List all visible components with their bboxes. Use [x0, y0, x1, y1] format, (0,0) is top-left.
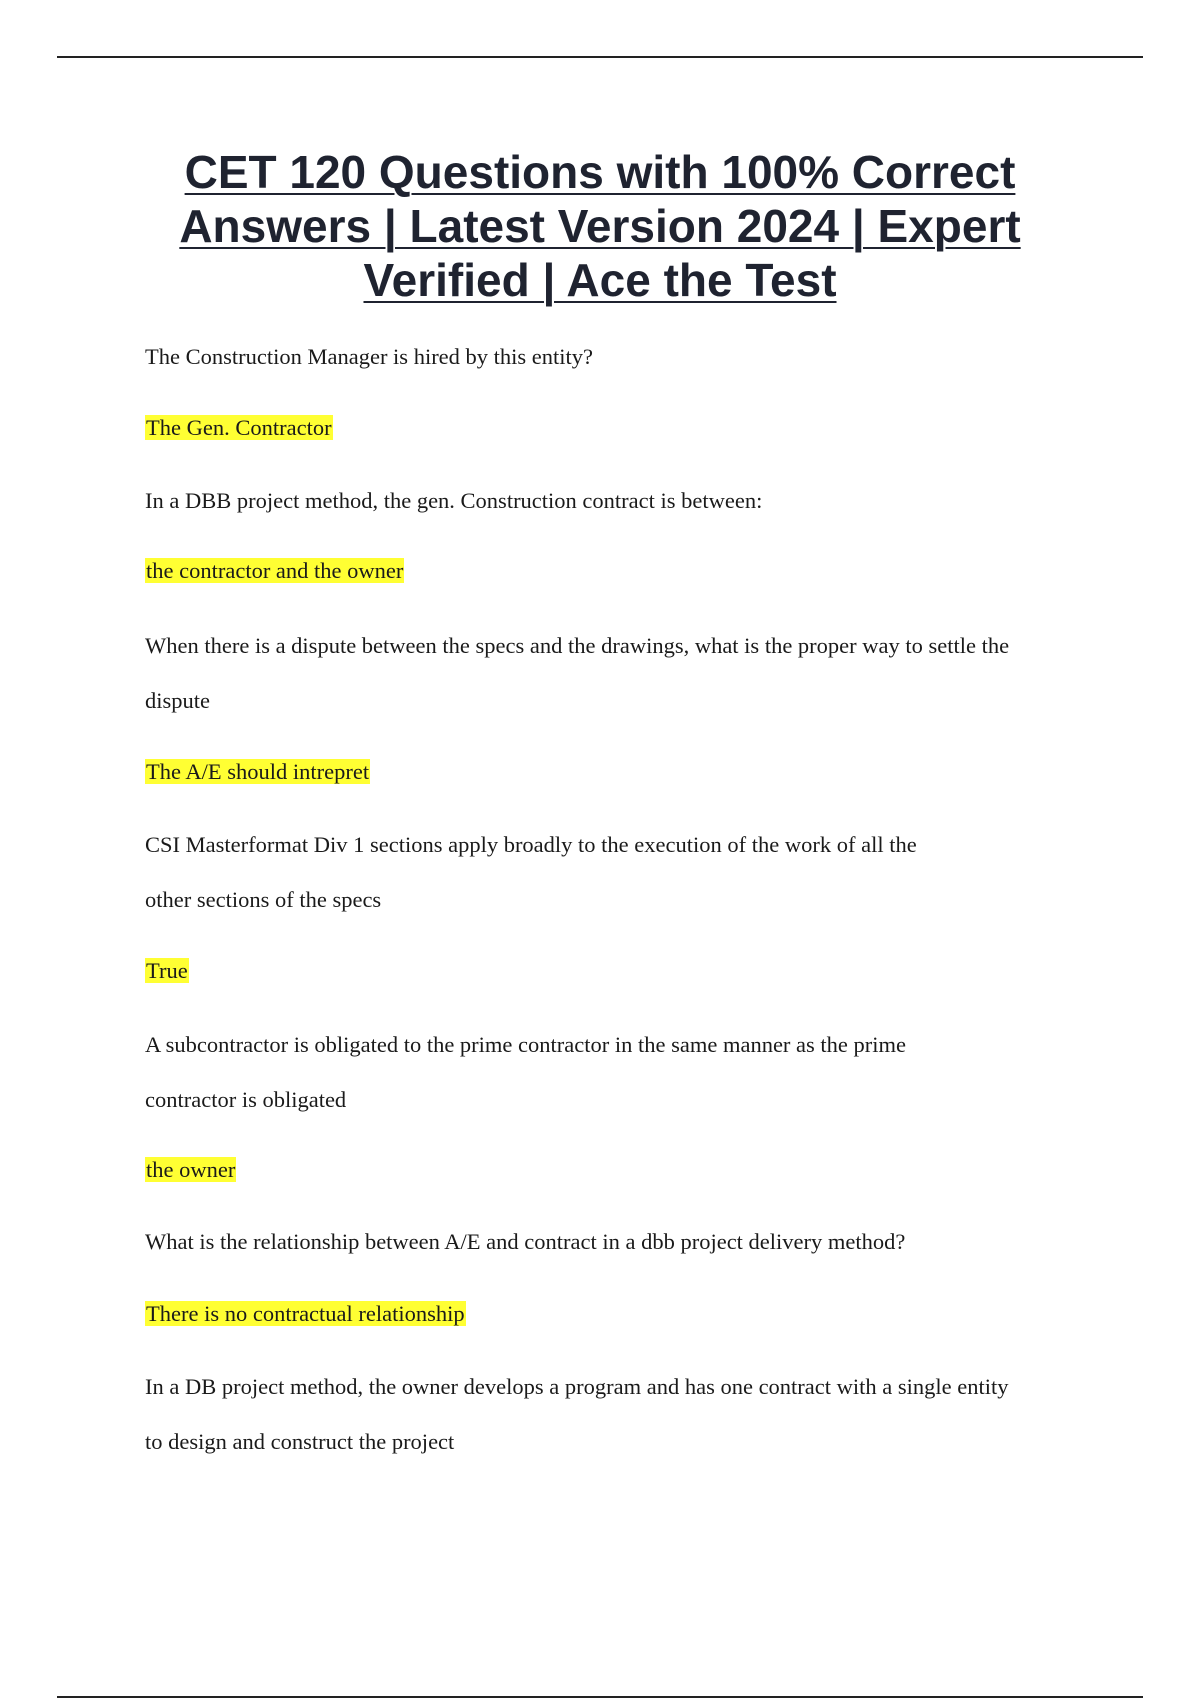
question-4-line-2: other sections of the specs — [145, 887, 382, 912]
question-7-line-1: In a DB project method, the owner develops a program and has one contract with a single entity — [145, 1374, 1009, 1399]
answer-5 — [145, 1156, 236, 1184]
answer-highlight: True — [146, 958, 188, 983]
question-7-line-2: to design and construct the project — [145, 1429, 455, 1454]
answer-highlight: The A/E should intrepret — [146, 759, 370, 784]
answer-highlight: There is no contractual relationship — [146, 1301, 465, 1326]
question-4-line-1: CSI Masterformat Div 1 sections apply broadly to the execution of the work of all the — [145, 832, 917, 857]
question-3-line-2: dispute — [145, 688, 210, 713]
question-2-line-1: In a DBB project method, the gen. Construction contract is between: — [145, 488, 763, 513]
answer-3 — [145, 758, 370, 786]
answer-4 — [145, 957, 189, 985]
answer-6 — [145, 1300, 466, 1328]
question-5-line-2: contractor is obligated — [145, 1087, 347, 1112]
answer-highlight: the contractor and the owner — [146, 558, 404, 583]
question-5-line-1: A subcontractor is obligated to the prime contractor in the same manner as the prime — [145, 1032, 907, 1057]
answer-highlight: The Gen. Contractor — [146, 415, 332, 440]
bottom-rule — [57, 1696, 1143, 1698]
question-1-line-1: The Construction Manager is hired by this entity? — [145, 344, 594, 369]
question-3-line-1: When there is a dispute between the specs and the drawings, what is the proper way to settle the — [145, 633, 1010, 658]
document-title: CET 120 Questions with 100% Correct Answers | Latest Version 2024 | Expert Verified | Ace the Test — [179, 146, 1021, 306]
answer-2 — [145, 557, 404, 585]
answer-1 — [145, 414, 333, 442]
question-6-line-1: What is the relationship between A/E and contract in a dbb project delivery method? — [145, 1229, 906, 1254]
answer-highlight: the owner — [146, 1157, 236, 1182]
